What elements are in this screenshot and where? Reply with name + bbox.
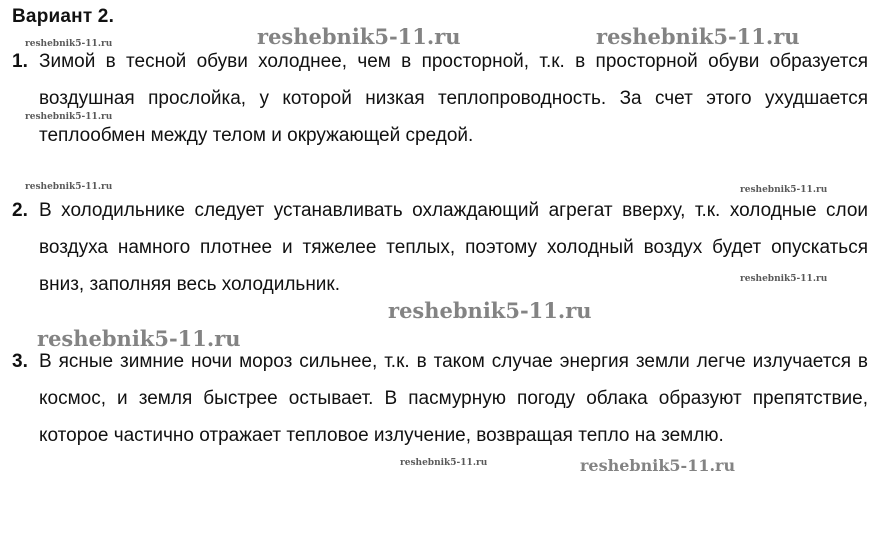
item-number: 2. [12,200,28,221]
watermark: reshebnik5-11.ru [257,24,461,49]
item-number: 1. [12,51,28,72]
watermark: reshebnik5-11.ru [25,182,113,192]
watermark: reshebnik5-11.ru [580,456,736,475]
answer-item-1 [12,43,868,154]
watermark: reshebnik5-11.ru [388,298,592,323]
answer-item-3 [12,343,868,454]
item-text: В ясные зимние ночи мороз сильнее, т.к. в таком случае энергия земли легче излучается в космос, и земля быстрее остывает. В пасмурную погоду облака образуют препятствие, которое частично отражает тепловое излучение, возвращая тепло на землю. [39,351,868,446]
watermark: reshebnik5-11.ru [25,39,113,49]
answer-item-2 [12,192,868,303]
watermark: reshebnik5-11.ru [740,185,828,195]
item-number: 3. [12,351,28,372]
item-text: Зимой в тесной обуви холоднее, чем в просторной, т.к. в просторной обуви образуется воздушная прослойка, у которой низкая теплопроводность. За счет этого ухудшается теплообмен между телом и окружающей средой. [39,51,868,146]
item-text: В холодильнике следует устанавливать охлаждающий агрегат вверху, т.к. холодные слои воздуха намного плотнее и тяжелее теплых, поэтому холодный воздух будет опускаться вниз, заполняя весь холодильник. [39,200,868,295]
watermark: reshebnik5-11.ru [400,458,488,468]
watermark: reshebnik5-11.ru [596,24,800,49]
watermark: reshebnik5-11.ru [37,326,241,351]
watermark: reshebnik5-11.ru [740,274,828,284]
page-title: Вариант 2. [12,6,115,27]
watermark: reshebnik5-11.ru [25,112,113,122]
